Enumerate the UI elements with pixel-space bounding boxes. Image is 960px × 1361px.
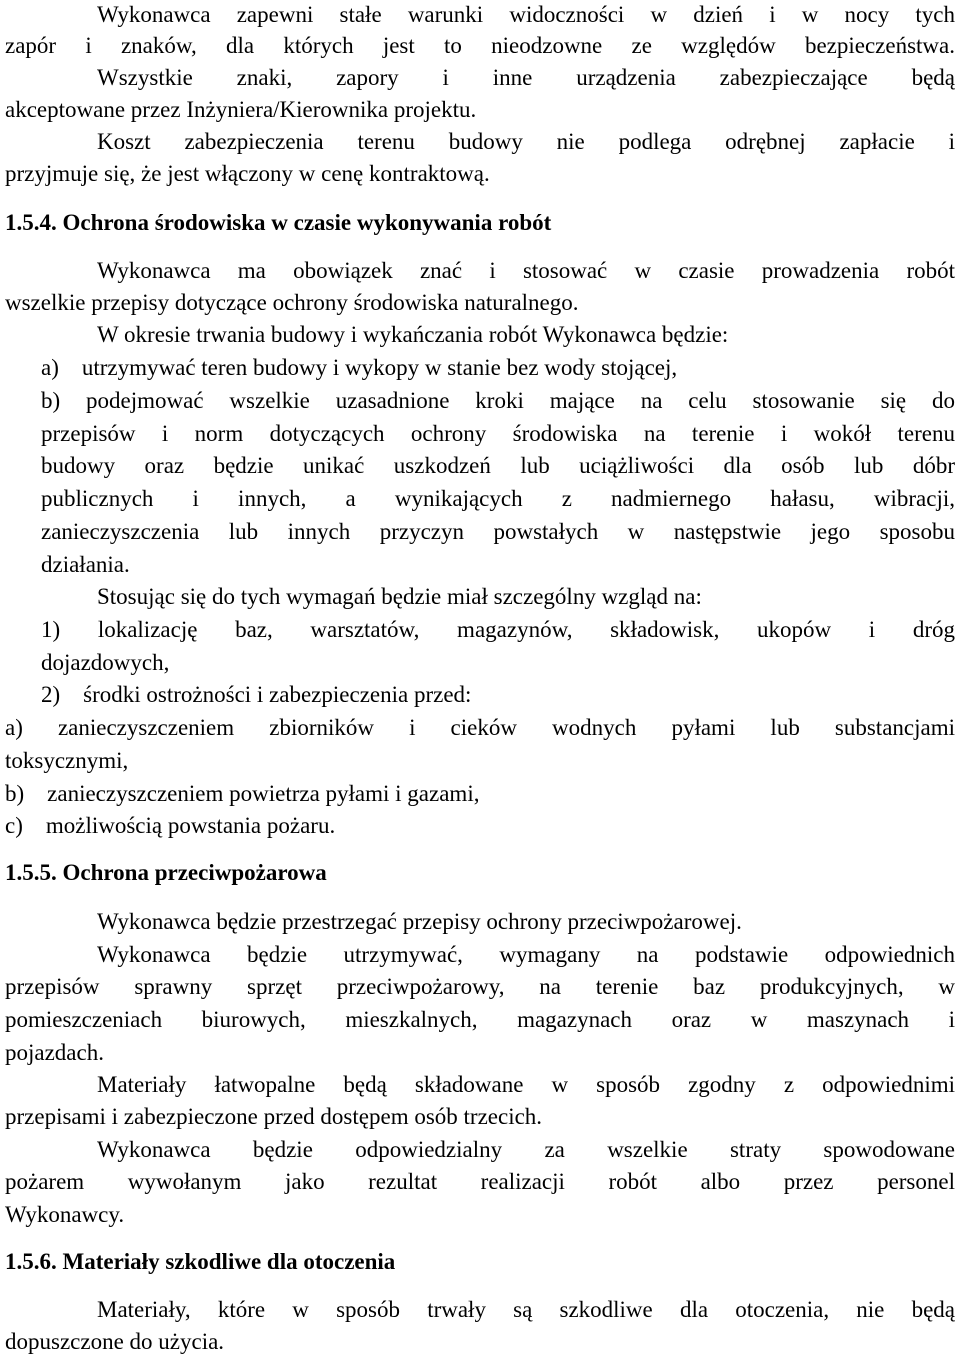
paragraph-line: Wykonawca zapewni stałe warunki widoczności w dzień i w nocy tych <box>97 2 955 27</box>
list-item-line: przepisów i norm dotyczących ochrony środowiska na terenie i wokół terenu <box>41 421 955 446</box>
paragraph-line: przepisami i zabezpieczone przed dostępem osób trzecich. <box>5 1104 543 1129</box>
list-item-line: b) zanieczyszczeniem powietrza pyłami i gazami, <box>5 781 480 806</box>
list-item-line: a) utrzymywać teren budowy i wykopy w stanie bez wody stojącej, <box>41 355 678 380</box>
list-item-line: budowy oraz będzie unikać uszkodzeń lub uciążliwości dla osób lub dóbr <box>41 453 955 478</box>
paragraph-line: Wykonawca będzie przestrzegać przepisy ochrony przeciwpożarowej. <box>97 909 742 934</box>
paragraph-line: Wykonawca będzie odpowiedzialny za wszelkie straty spowodowane <box>97 1137 955 1162</box>
paragraph-line: pojazdach. <box>5 1040 104 1065</box>
paragraph-line: Wykonawca będzie utrzymywać, wymagany na podstawie odpowiednich <box>97 942 955 967</box>
paragraph-line: przepisów sprawny sprzęt przeciwpożarowy, na terenie baz produkcyjnych, w <box>5 974 955 999</box>
paragraph-line: W okresie trwania budowy i wykańczania robót Wykonawca będzie: <box>97 322 729 347</box>
paragraph-line: Stosując się do tych wymagań będzie miał szczególny wzgląd na: <box>97 584 702 609</box>
list-item-line: b) podejmować wszelkie uzasadnione kroki mające na celu stosowanie się do <box>41 388 955 413</box>
paragraph-line: zapór i znaków, dla których jest to nieodzowne ze względów bezpieczeństwa. <box>5 33 955 58</box>
section-heading-1-5-4: 1.5.4. Ochrona środowiska w czasie wykonywania robót <box>5 210 552 235</box>
paragraph-line: Wszystkie znaki, zapory i inne urządzenia zabezpieczające będą <box>97 65 955 90</box>
list-item-line: zanieczyszczenia lub innych przyczyn powstałych w następstwie jego sposobu <box>41 519 955 544</box>
paragraph-line: przyjmuje się, że jest włączony w cenę kontraktową. <box>5 161 490 186</box>
list-item-line: toksycznymi, <box>5 748 129 773</box>
paragraph-line: wszelkie przepisy dotyczące ochrony środowiska naturalnego. <box>5 290 579 315</box>
list-item-line: a) zanieczyszczeniem zbiorników i cieków wodnych pyłami lub substancjami <box>5 715 955 740</box>
paragraph-line: dopuszczone do użycia. <box>5 1329 225 1354</box>
list-item-line: działania. <box>41 552 130 577</box>
paragraph-line: Wykonawcy. <box>5 1202 125 1227</box>
paragraph-line: pożarem wywołanym jako rezultat realizacji robót albo przez personel <box>5 1169 955 1194</box>
paragraph-line: pomieszczeniach biurowych, mieszkalnych, magazynach oraz w maszynach i <box>5 1007 955 1032</box>
paragraph-line: akceptowane przez Inżyniera/Kierownika projektu. <box>5 97 477 122</box>
section-heading-1-5-6: 1.5.6. Materiały szkodliwe dla otoczenia <box>5 1249 396 1274</box>
paragraph-line: Koszt zabezpieczenia terenu budowy nie podlega odrębnej zapłacie i <box>97 129 955 154</box>
paragraph-line: Materiały łatwopalne będą składowane w sposób zgodny z odpowiednimi <box>97 1072 955 1097</box>
list-item-line: dojazdowych, <box>41 650 170 675</box>
section-heading-1-5-5: 1.5.5. Ochrona przeciwpożarowa <box>5 860 327 885</box>
list-item-line: c) możliwością powstania pożaru. <box>5 813 336 838</box>
list-item-line: 1) lokalizację baz, warsztatów, magazynów, składowisk, ukopów i dróg <box>41 617 955 642</box>
list-item-line: 2) środki ostrożności i zabezpieczenia przed: <box>41 682 472 707</box>
list-item-line: publicznych i innych, a wynikających z nadmiernego hałasu, wibracji, <box>41 486 955 511</box>
paragraph-line: Wykonawca ma obowiązek znać i stosować w czasie prowadzenia robót <box>97 258 955 283</box>
paragraph-line: Materiały, które w sposób trwały są szkodliwe dla otoczenia, nie będą <box>97 1297 955 1322</box>
